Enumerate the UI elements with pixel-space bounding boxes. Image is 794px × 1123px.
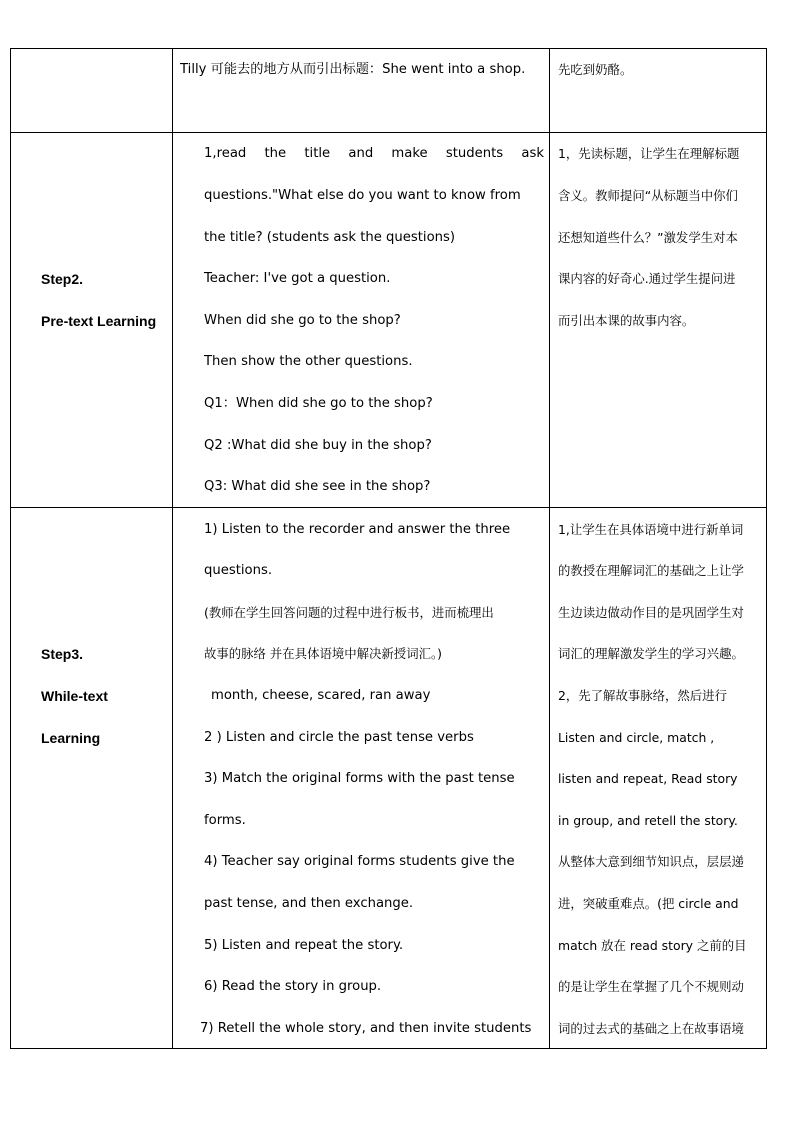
step2-activity-line: Q2 :What did she buy in the shop?	[204, 438, 432, 453]
step2-activity-line: Q3: What did she see in the shop?	[204, 479, 431, 494]
step3-activity-line: past tense, and then exchange.	[204, 896, 414, 911]
step2-activity-line: When did she go to the shop?	[204, 313, 401, 328]
step2-activity-line-part: students	[445, 146, 504, 161]
step3-purpose-line: in group, and retell the story.	[558, 813, 738, 828]
step3-activity-line: forms.	[204, 813, 246, 828]
step2-purpose-line: 还想知道些什么？”激发学生对本	[558, 230, 738, 245]
step2-activity-line: Teacher: I've got a question.	[204, 271, 391, 286]
step2-purpose-line: 课内容的好奇心.通过学生提问进	[558, 271, 736, 286]
step3-purpose-line: 生边读边做动作目的是巩固学生对	[558, 605, 744, 620]
step2-activity-line-part: make	[391, 146, 428, 161]
step2-activity-line-part: the	[264, 146, 287, 161]
step3-activity-line: 5) Listen and repeat the story.	[204, 938, 404, 953]
step3-activity-line: 7) Retell the whole story, and then invite students	[200, 1021, 532, 1036]
step2-activity-line-part: title	[304, 146, 331, 161]
step2-activity-line-part: 1,read	[204, 146, 247, 161]
step3-purpose-line: 的是让学生在掌握了几个不规则动	[558, 979, 744, 994]
step2-title: Step2.	[41, 271, 84, 287]
step3-purpose-line: 从整体大意到细节知识点，层层递	[558, 854, 744, 869]
step3-subtitle: Learning	[41, 730, 101, 746]
step3-purpose-line: 进，突破重难点。(把 circle and	[558, 896, 739, 911]
step3-purpose-line: 词的过去式的基础之上在故事语境	[558, 1021, 744, 1036]
step3-purpose-line: Listen and circle, match ,	[558, 730, 715, 745]
step2-subtitle: Pre-text Learning	[41, 313, 157, 329]
step3-purpose-line: 词汇的理解激发学生的学习兴趣。	[558, 646, 744, 661]
row-divider	[11, 132, 766, 133]
step3-activity-line: (教师在学生回答问题的过程中进行板书，进而梳理出	[204, 605, 494, 620]
step3-purpose-line: 的教授在理解词汇的基础之上让学	[558, 563, 744, 578]
step2-activity-line	[204, 146, 544, 162]
step3-activity-line: 4) Teacher say original forms students give the	[204, 854, 515, 869]
column-divider	[172, 49, 173, 1048]
step2-activity-line: questions."What else do you want to know from	[204, 188, 521, 203]
step3-purpose-line: match 放在 read story 之前的目	[558, 938, 747, 953]
step3-purpose-line: 2，先了解故事脉络，然后进行	[558, 688, 727, 703]
step2-purpose-line: 1，先读标题，让学生在理解标题	[558, 146, 740, 161]
step2-activity-line: the title? (students ask the questions)	[204, 230, 456, 245]
step2-activity-line-part: ask	[521, 146, 544, 161]
step2-activity-line: Then show the other questions.	[204, 354, 413, 369]
step3-activity-line: 1) Listen to the recorder and answer the three	[204, 522, 511, 537]
step3-activity-line: month, cheese, scared, ran away	[211, 688, 431, 703]
step2-activity-line: Q1：When did she go to the shop?	[204, 396, 433, 411]
step3-purpose-line: listen and repeat, Read story	[558, 771, 738, 786]
step3-activity-line: 6) Read the story in group.	[204, 979, 382, 994]
step2-purpose-line: 而引出本课的故事内容。	[558, 313, 695, 328]
row1-activity-text: Tilly 可能去的地方从而引出标题：She went into a shop.	[180, 62, 526, 77]
step2-purpose-line: 含义。教师提问“从标题当中你们	[558, 188, 738, 203]
step3-activity-line: 故事的脉络 并在具体语境中解决新授词汇。)	[204, 646, 442, 661]
step3-subtitle: While-text	[41, 688, 108, 704]
step3-activity-line: questions.	[204, 563, 273, 578]
step3-purpose-line: 1,让学生在具体语境中进行新单词	[558, 522, 744, 537]
step3-title: Step3.	[41, 646, 84, 662]
row-divider	[11, 507, 766, 508]
step3-activity-line: 2 ) Listen and circle the past tense verbs	[204, 730, 474, 745]
column-divider	[549, 49, 550, 1048]
step3-activity-line: 3) Match the original forms with the past tense	[204, 771, 515, 786]
step2-activity-line-part: and	[348, 146, 374, 161]
row1-purpose-text: 先吃到奶酪。	[558, 62, 633, 77]
